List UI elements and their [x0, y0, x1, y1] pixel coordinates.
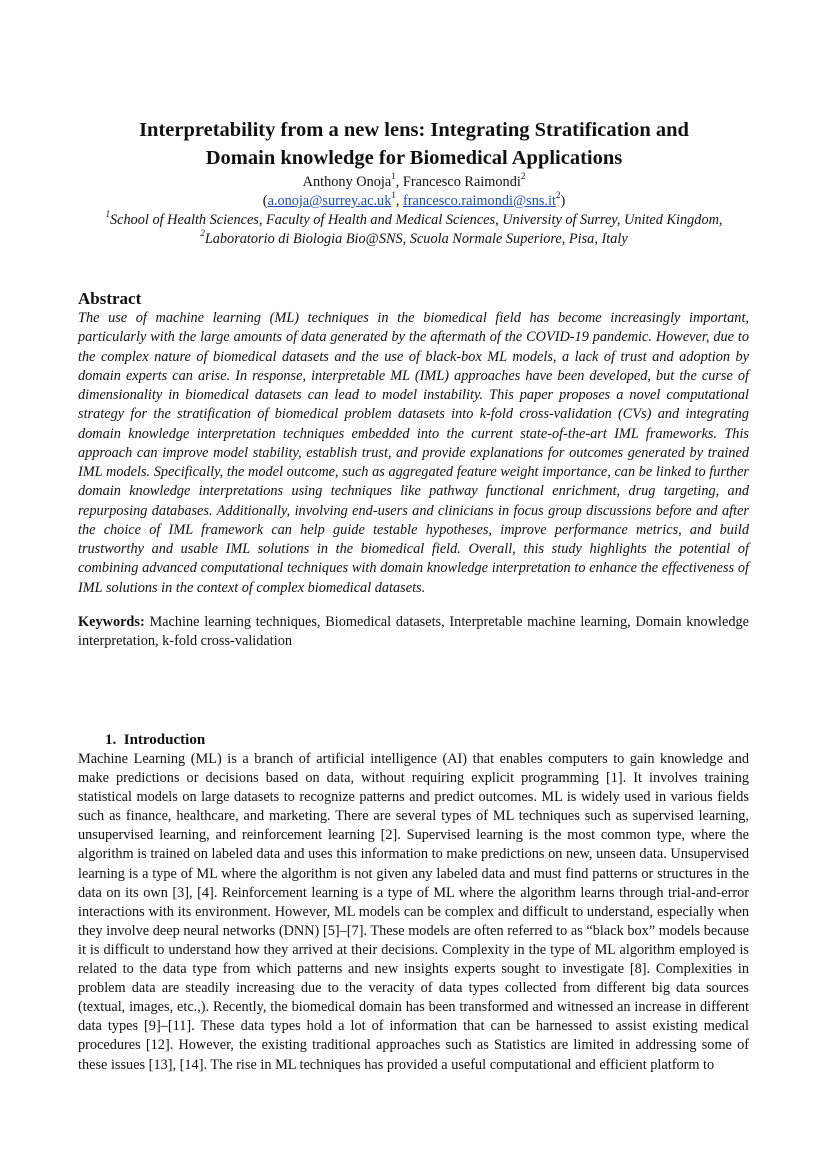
- email-open-paren: (: [262, 193, 268, 209]
- affiliation-1: [40, 210, 788, 230]
- affiliation-marker: 1: [391, 171, 396, 182]
- author-separator: ,: [395, 174, 403, 190]
- affiliation-2: [40, 229, 788, 249]
- author-emails: [40, 191, 788, 211]
- author-name: Francesco Raimondi: [402, 174, 521, 190]
- abstract-text: The use of machine learning (ML) techniques in the biomedical field has become increasingly important, particularly with the large amounts of data generated by the aftermath of the COVID-19 pandemic. However, due to the complex nature of biomedical datasets and the use of black-box ML models, a lack of trust and adoption by domain experts can arise. In response, interpretable ML (IML) approaches have been developed, but the curse of dimensionality in biomedical datasets can lead to model instability. This paper proposes a novel computational strategy for the stratification of biomedical problem datasets into k-fold cross-validation (CVs) and integrating domain knowledge interpretation techniques embedded into the current state-of-the-art IML frameworks. This approach can improve model stability, establish trust, and provide explanations for outcomes generated by trained IML models. Specifically, the model outcome, such as aggregated feature weight importance, can be linked to further domain knowledge interpretations using techniques like pathway functional enrichment, drug targeting, and repurposing databases. Additionally, involving end-users and clinicians in focus group discussions before and after the choice of IML framework can help guide testable hypotheses, improve performance metrics, and build trustworthy and usable IML solutions in the biomedical field. Overall, this study highlights the potential of combining advanced computational techniques with domain knowledge interpretation to enhance the effectiveness of IML solutions in the context of complex biomedical datasets.: [78, 310, 749, 596]
- email-close-paren: ): [560, 193, 566, 209]
- affiliation-marker: 1: [105, 209, 110, 220]
- author-list: [40, 172, 788, 192]
- affiliation-text: School of Health Sciences, Faculty of Health and Medical Sciences, University of Surrey, United Kingdom,: [109, 212, 723, 228]
- introduction-text: Machine Learning (ML) is a branch of artificial intelligence (AI) that enables computers to gain knowledge and make predictions or decisions based on data, without requiring explicit programming [1]. It involves training statistical models on large datasets to recognize patterns and predict outcomes. ML is widely used in various fields such as finance, healthcare, and marketing. There are several types of ML techniques such as supervised learning, unsupervised learning, and reinforcement learning [2]. Supervised learning is the most common type, where the algorithm is trained on labeled data and uses this information to make predictions on new, unseen data. Unsupervised learning is a type of ML where the algorithm is not given any labeled data and must find patterns or structures in the data on its own [3], [4]. Reinforcement learning is a type of ML where the algorithm learns through trial-and-error interactions with its environment. However, ML models can be complex and difficult to understand, especially when they involve deep neural networks (DNN) [5]–[7]. These models are often referred to as “black box” models because it is difficult to understand how they arrived at their decisions. Complexity in the type of ML algorithm employed is related to the data type from which patterns and new insights experts sought to investigate [8]. Complexities in problem data are steadily increasing due to the veracity of data types collected from different big data sources (textual, images, etc.,). Recently, the biomedical domain has been transformed and witnessed an increase in different data types [9]–[11]. These data types hold a lot of information that can be harnessed to assist existing medical procedures [12]. However, the existing traditional approaches such as Statistics are limited in addressing some of these issues [13], [14]. The rise in ML techniques has provided a useful computational and efficient platform to: [78, 751, 749, 1073]
- affiliation-marker: 1: [391, 190, 396, 201]
- abstract-heading: Abstract: [78, 289, 142, 308]
- author-name: Anthony Onoja: [302, 174, 392, 190]
- affiliation-marker: 2: [555, 190, 561, 201]
- affiliation-marker: 2: [520, 171, 526, 182]
- keywords-text: Machine learning techniques, Biomedical datasets, Interpretable machine learning, Domain knowledge interpretation, k-fold cross-validation: [78, 614, 749, 650]
- affiliation-text: Laboratorio di Biologia Bio@SNS, Scuola Normale Superiore, Pisa, Italy: [204, 231, 628, 247]
- title-line-2: Domain knowledge for Biomedical Applications: [205, 147, 623, 169]
- section-heading-introduction: 1. Introduction: [105, 732, 206, 748]
- affiliation-marker: 2: [200, 228, 205, 239]
- keywords-label: Keywords:: [78, 614, 145, 630]
- email-link[interactable]: francesco.raimondi@sns.it: [403, 193, 556, 209]
- email-separator: ,: [395, 193, 404, 209]
- title-line-1: Interpretability from a new lens: Integrating Stratification and: [139, 119, 689, 141]
- keywords: [78, 613, 749, 652]
- paper-title: [40, 116, 788, 172]
- email-link[interactable]: a.onoja@surrey.ac.uk: [267, 193, 392, 209]
